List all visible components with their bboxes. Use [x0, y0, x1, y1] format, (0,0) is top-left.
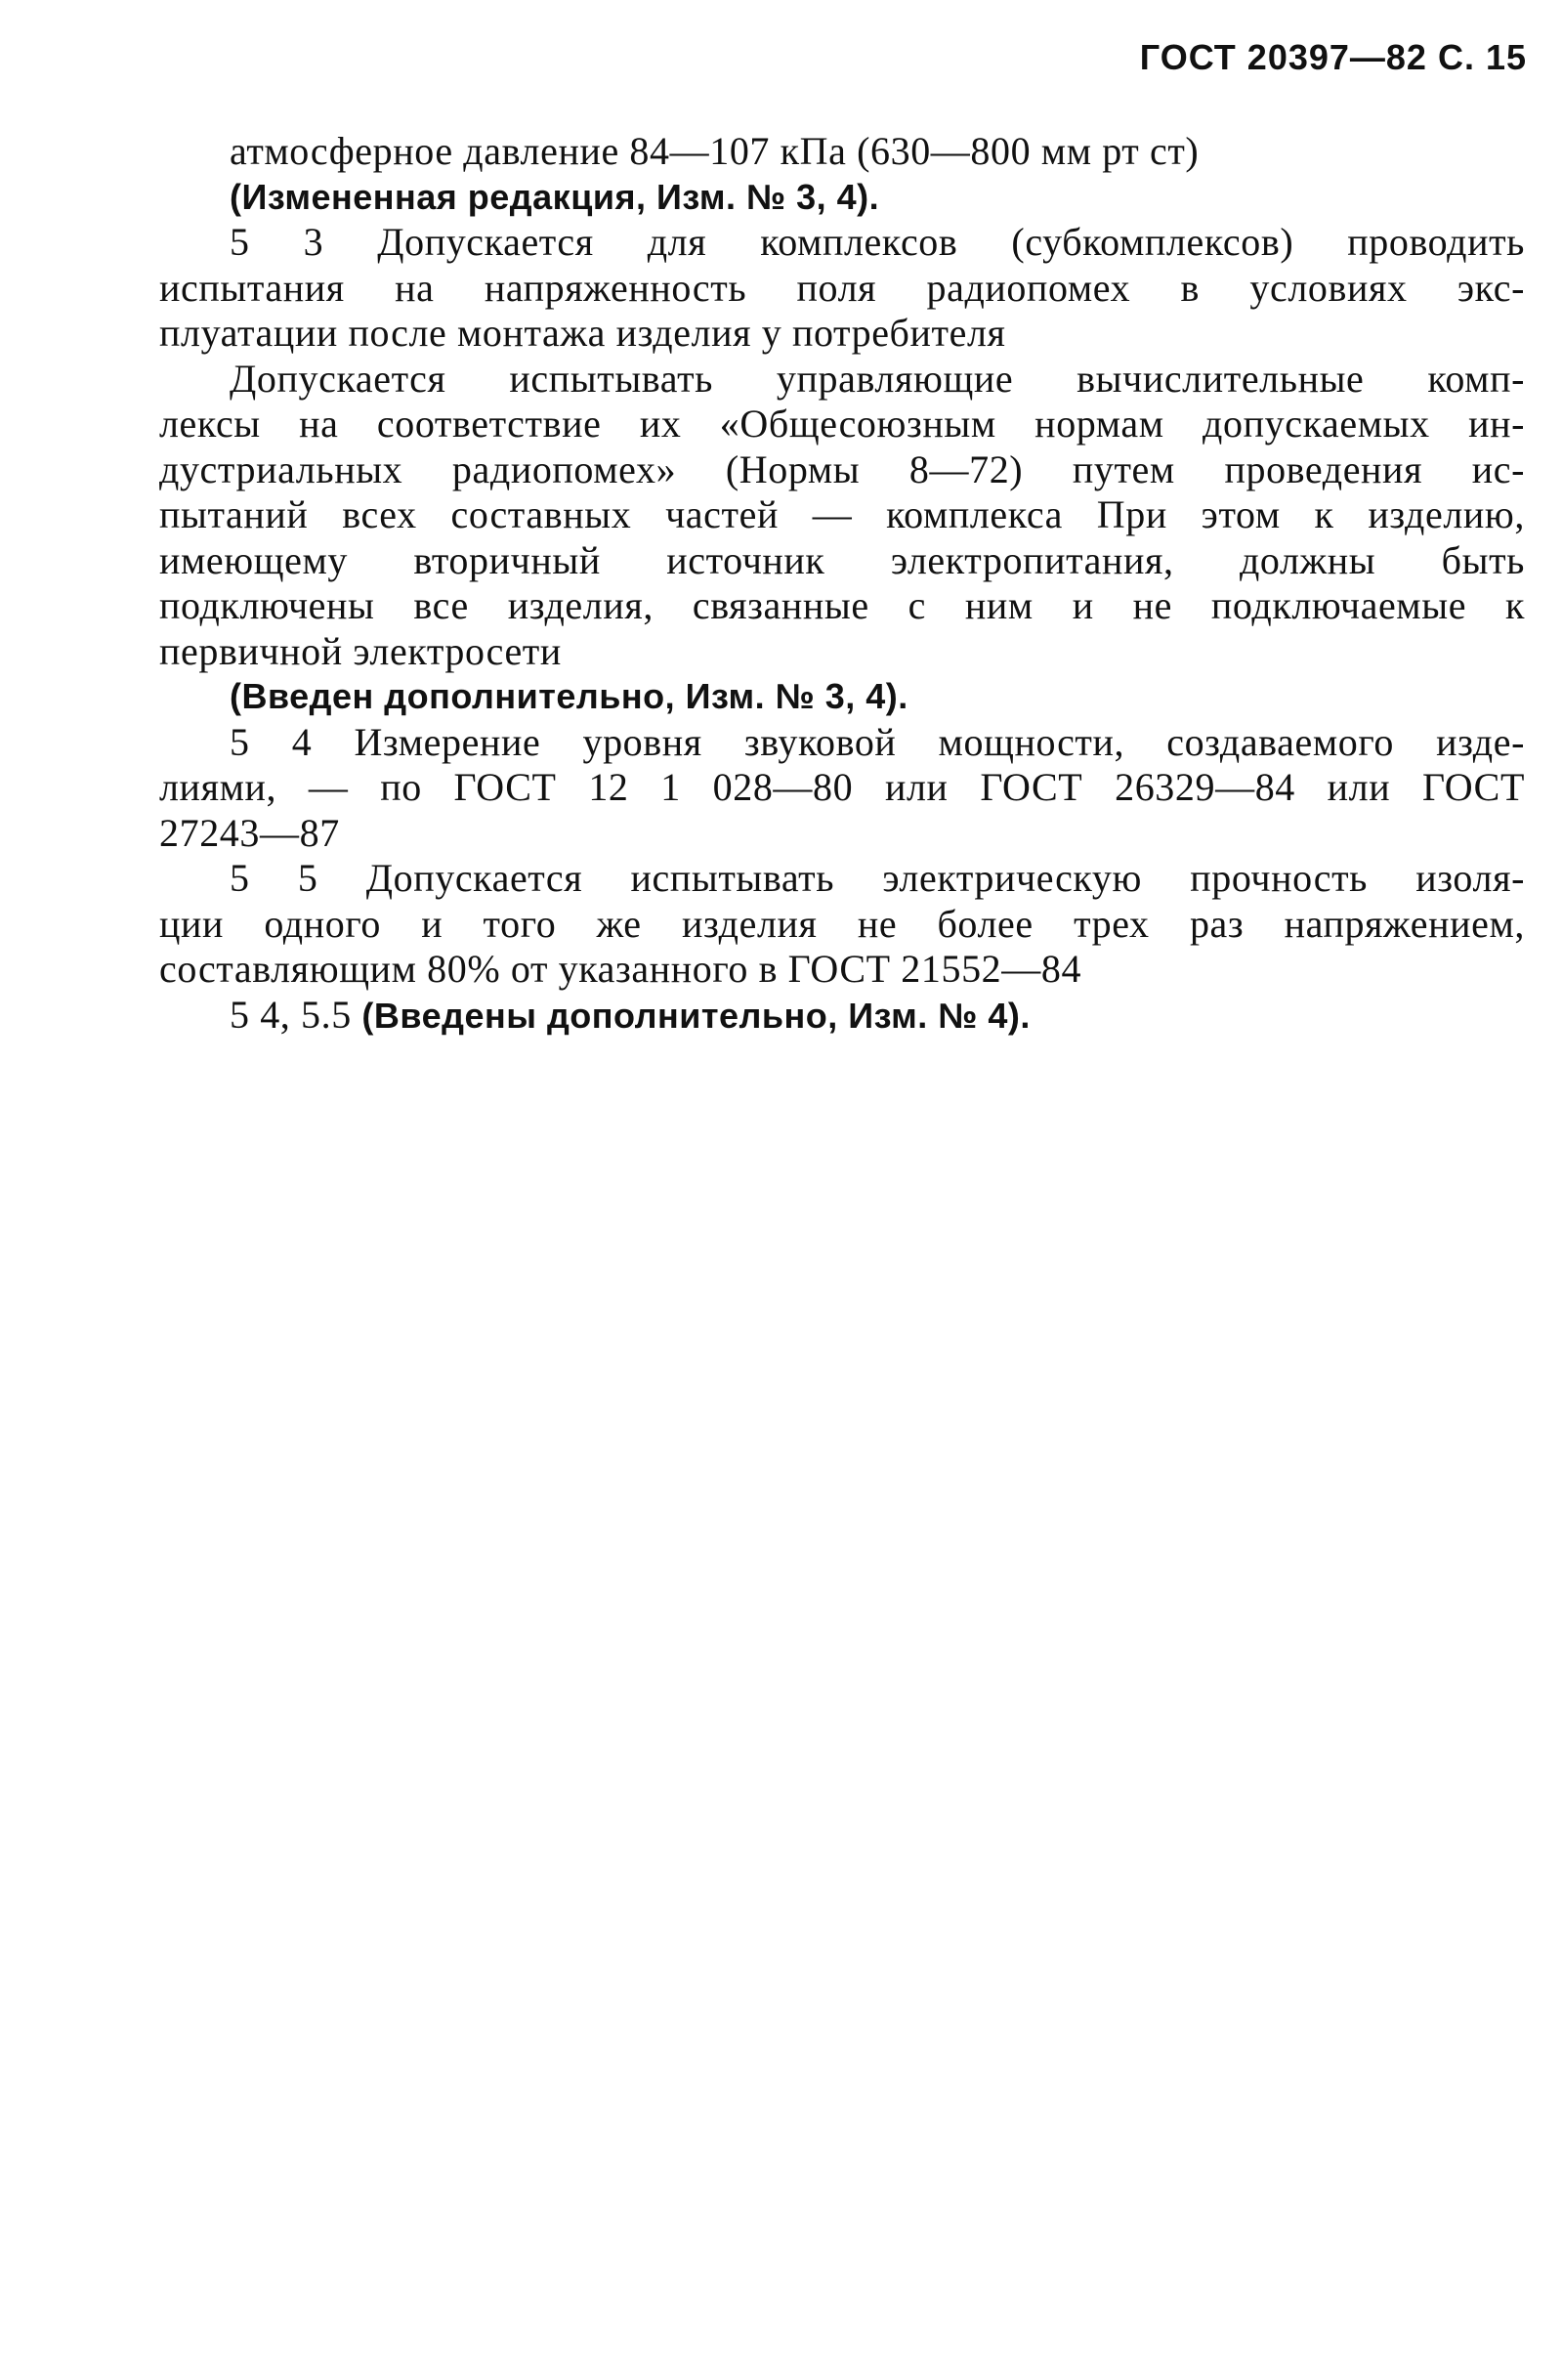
text-line: плуатации после монтажа изделия у потребителя [159, 311, 1006, 355]
amendment-line [159, 993, 1525, 1040]
text-line: составляющим 80% от указанного в ГОСТ 21552—84 [159, 947, 1082, 991]
text-line: пытаний всех составных частей — комплекса При этом к изделию, [159, 492, 1525, 536]
running-header: ГОСТ 20397—82 С. 15 [1139, 37, 1527, 77]
amendment-note: (Введен дополнительно, Изм. № 3, 4). [230, 676, 908, 716]
text-line: лиями, — по ГОСТ 12 1 028—80 или ГОСТ 26329—84 или ГОСТ [159, 765, 1525, 809]
text-line: Допускается испытывать управляющие вычислительные комп- [230, 356, 1525, 401]
amendment-note: (Введены дополнительно, Изм. № 4). [361, 995, 1031, 1036]
clause-numbers: 5 4, 5.5 [230, 992, 352, 1037]
text-line: дустриальных радиопомех» (Нормы 8—72) путем проведения ис- [159, 446, 1525, 491]
text-line: подключены все изделия, связанные с ним и не подключаемые к [159, 583, 1525, 627]
text-line: атмосферное давление 84—107 кПа (630—800 мм рт ст) [230, 129, 1200, 173]
text-line: 27243—87 [159, 810, 340, 855]
body-text [159, 129, 1525, 1039]
text-line: первичной электросети [159, 628, 562, 673]
text-line: ции одного и того же изделия не более трех раз напряжением, [159, 901, 1525, 946]
text-line: лексы на соответствие их «Общесоюзным нормам допускаемых ин- [159, 402, 1525, 446]
amendment-note: (Измененная редакция, Изм. № 3, 4). [230, 176, 880, 217]
text-line: имеющему вторичный источник электропитания, должны быть [159, 537, 1525, 582]
clause-5-3: 5 3 Допускается для комплексов (субкомплексов) проводить [230, 220, 1525, 264]
text-line: испытания на напряженность поля радиопомех в условиях экс- [159, 265, 1525, 310]
clause-5-4: 5 4 Измерение уровня звуковой мощности, создаваемого изде- [230, 719, 1525, 764]
clause-5-5: 5 5 Допускается испытывать электрическую прочность изоля- [230, 856, 1525, 900]
